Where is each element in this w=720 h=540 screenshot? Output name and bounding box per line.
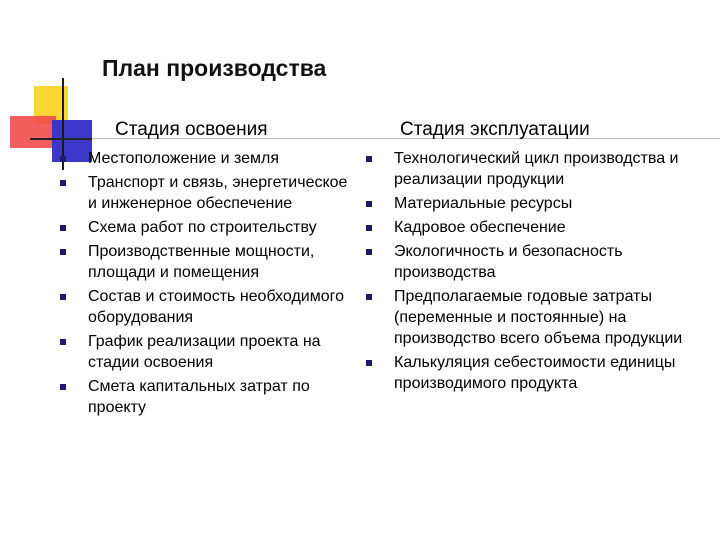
list-item — [366, 352, 696, 394]
square-bullet-icon — [366, 156, 372, 162]
operation-stage-list — [366, 148, 696, 397]
list-item-text: Кадровое обеспечение — [394, 219, 566, 236]
list-item-text: График реализации проекта на стадии освоения — [88, 333, 321, 371]
square-bullet-icon — [60, 294, 66, 300]
square-bullet-icon — [366, 360, 372, 366]
square-bullet-icon — [366, 249, 372, 255]
list-item — [366, 286, 696, 349]
list-item — [366, 148, 696, 190]
list-item-text: Технологический цикл производства и реализации продукции — [394, 150, 679, 188]
list-item — [60, 172, 360, 214]
development-stage-list — [60, 148, 360, 421]
square-bullet-icon — [60, 225, 66, 231]
square-bullet-icon — [60, 156, 66, 162]
list-item — [366, 217, 696, 238]
list-item — [366, 241, 696, 283]
square-bullet-icon — [60, 339, 66, 345]
square-bullet-icon — [366, 201, 372, 207]
list-item — [366, 193, 696, 214]
decor-red-square — [10, 116, 56, 148]
slide-title: План производства — [102, 55, 327, 81]
list-item-text: Схема работ по строительству — [88, 219, 317, 236]
square-bullet-icon — [60, 249, 66, 255]
list-item — [60, 376, 360, 418]
square-bullet-icon — [60, 180, 66, 186]
list-item — [60, 331, 360, 373]
list-item — [60, 241, 360, 283]
list-item — [60, 286, 360, 328]
list-item-text: Состав и стоимость необходимого оборудования — [88, 288, 345, 326]
list-item-text: Материальные ресурсы — [394, 195, 573, 212]
list-item — [60, 148, 360, 169]
list-item-text: Транспорт и связь, энергетическое и инженерное обеспечение — [88, 174, 348, 212]
list-item-text: Смета капитальных затрат по проекту — [88, 378, 310, 416]
column-heading-development: Стадия освоения — [115, 119, 268, 140]
square-bullet-icon — [366, 294, 372, 300]
square-bullet-icon — [60, 384, 66, 390]
list-item-text: Местоположение и земля — [88, 150, 280, 167]
list-item-text: Производственные мощности, площади и помещения — [88, 243, 315, 281]
square-bullet-icon — [366, 225, 372, 231]
decor-horizontal-line-dark — [30, 138, 92, 140]
list-item-text: Калькуляция себестоимости единицы производимого продукта — [394, 354, 676, 392]
list-item — [60, 217, 360, 238]
list-item-text: Предполагаемые годовые затраты (переменные и постоянные) на производство всего объема продукции — [394, 288, 683, 347]
column-heading-operation: Стадия эксплуатации — [400, 119, 590, 140]
list-item-text: Экологичность и безопасность производства — [394, 243, 623, 281]
